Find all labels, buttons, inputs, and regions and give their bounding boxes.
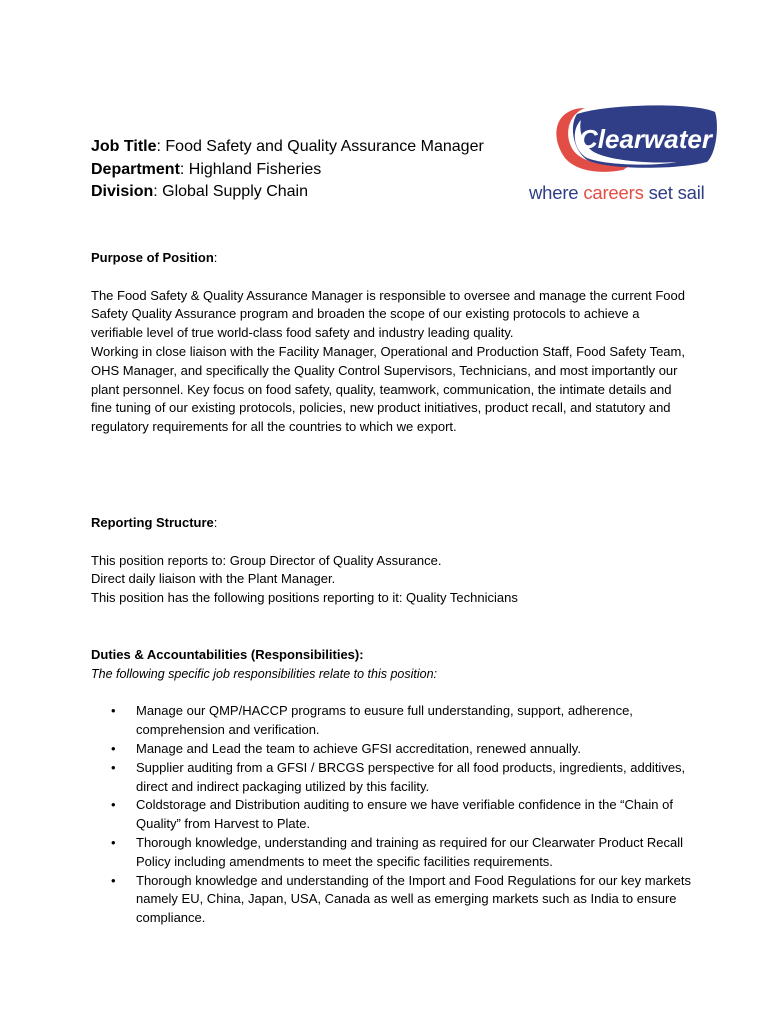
duty-text: Coldstorage and Distribution auditing to ensure we have verifiable confidence in the “Chain of Quality” from Harvest to Plate.	[136, 797, 673, 832]
tagline-part-1: where	[529, 182, 584, 203]
purpose-heading: Purpose of Position	[91, 250, 214, 265]
list-item	[91, 702, 691, 740]
list-item	[91, 796, 691, 834]
reporting-heading-row: Reporting Structure:	[91, 515, 218, 530]
bullet-icon: •	[111, 759, 116, 775]
tagline-part-2: set sail	[643, 182, 705, 203]
reporting-line-2: Direct daily liaison with the Plant Manager.	[91, 571, 336, 587]
department-label: Department	[91, 160, 180, 178]
list-item	[91, 834, 691, 872]
department-row: Department: Highland Fisheries	[91, 160, 322, 178]
duties-list	[91, 702, 691, 928]
bullet-icon: •	[111, 872, 116, 888]
reporting-line-3: This position has the following positions reporting to it: Quality Technicians	[91, 590, 518, 606]
list-item	[91, 740, 691, 759]
job-title-value: Food Safety and Quality Assurance Manager	[165, 138, 484, 155]
duties-intro: The following specific job responsibilities relate to this position:	[91, 666, 438, 681]
bullet-icon: •	[111, 797, 116, 813]
job-title-label: Job Title	[91, 138, 157, 155]
duties-section	[91, 646, 691, 928]
duty-text: Thorough knowledge, understanding and training as required for our Clearwater Product Recall Policy including amendments to meet the specific facilities requirements.	[136, 834, 684, 869]
list-item	[91, 759, 691, 797]
duty-text: Thorough knowledge and understanding of the Import and Food Regulations for our key markets namely EU, China, Japan, USA, Canada as well as emerging markets such as India to ensure compliance.	[136, 872, 692, 926]
bullet-icon: •	[111, 703, 116, 719]
division-value: Global Supply Chain	[162, 183, 308, 200]
purpose-heading-row: Purpose of Position:	[91, 250, 218, 265]
tagline-accent: careers	[583, 182, 644, 203]
reporting-section	[91, 514, 691, 608]
duty-text: Manage and Lead the team to achieve GFSI accreditation, renewed annually.	[136, 740, 581, 756]
purpose-paragraph-1: The Food Safety & Quality Assurance Manager is responsible to oversee and manage the current Food Safety Quality Assurance program and broaden the scope of our existing protocols to achieve a verifiable level of true world-class food safety and industry leading quality.	[91, 287, 686, 341]
logo-brand-text: Clearwater	[579, 124, 712, 154]
purpose-paragraph-2: Working in close liaison with the Facility Manager, Operational and Production Staff, Food Safety Team, OHS Manager, and specifically the Quality Control Supervisors, Technicians, and most importantly our plant personnel. Key focus on food safety, quality, teamwork, communication, the intimate details and fine tuning of our existing protocols, policies, new product initiatives, product recall, and statutory and regulatory requirements for all the countries to which we export.	[91, 343, 685, 435]
clearwater-logo-mark	[527, 100, 742, 180]
duty-text: Manage our QMP/HACCP programs to eusure full understanding, support, adherence, comprehension and verification.	[136, 703, 633, 738]
duties-heading: Duties & Accountabilities (Responsibilities):	[91, 647, 364, 662]
reporting-line-1: This position reports to: Group Director of Quality Assurance.	[91, 552, 442, 568]
department-value: Highland Fisheries	[188, 160, 322, 178]
purpose-section	[91, 249, 691, 437]
list-item	[91, 872, 691, 928]
reporting-heading: Reporting Structure	[91, 515, 214, 530]
division-label: Division	[91, 183, 154, 200]
bullet-icon: •	[111, 740, 116, 756]
job-header	[91, 136, 484, 204]
division-row: Division: Global Supply Chain	[91, 183, 308, 200]
duty-text: Supplier auditing from a GFSI / BRCGS perspective for all food products, ingredients, additives, direct and indirect packaging utilized by this facility.	[136, 759, 686, 794]
bullet-icon: •	[111, 834, 116, 850]
logo-tagline	[529, 182, 705, 204]
job-title-row: Job Title: Food Safety and Quality Assurance Manager	[91, 138, 484, 155]
